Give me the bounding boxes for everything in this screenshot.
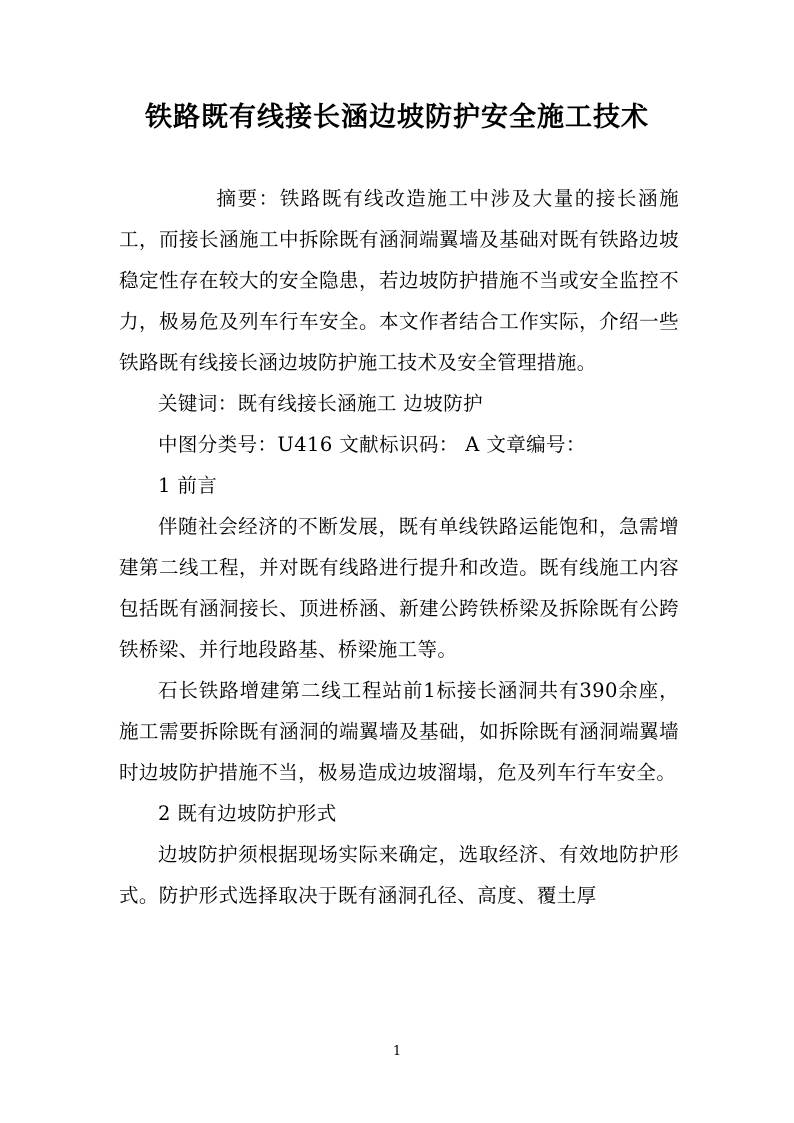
page-number: 1 — [392, 1044, 402, 1059]
abstract-paragraph: 摘要：铁路既有线改造施工中涉及大量的接长涵施工，而接长涵施工中拆除既有涵洞端翼墙及基础对既有铁路边坡稳定性存在较大的安全隐患，若边坡防护措施不当或安全监控不力，极易危及列车行车安全。本文作者结合工作实际，介绍一些铁路既有线接长涵边坡防护施工技术及安全管理措施。 — [119, 187, 679, 374]
body-paragraph: 边坡防护须根据现场实际来确定，选取经济、有效地防护形式。防护形式选择取决于既有涵洞孔径、高度、覆土厚 — [119, 843, 679, 907]
section-heading-slope-protection: 2 既有边坡防护形式 — [158, 802, 337, 825]
body-paragraph: 伴随社会经济的不断发展，既有单线铁路运能饱和，急需增建第二线工程，并对既有线路进行提升和改造。既有线施工内容包括既有涵洞接长、顶进桥涵、新建公跨铁桥梁及拆除既有公跨铁桥梁、并行地段路基、桥梁施工等。 — [119, 515, 679, 661]
classification-paragraph: 中图分类号：U416 文献标识码： A 文章编号： — [158, 433, 586, 456]
body-paragraph: 石长铁路增建第二线工程站前1标接长涵洞共有390余座，施工需要拆除既有涵洞的端翼墙及基础，如拆除既有涵洞端翼墙时边坡防护措施不当，极易造成边坡溜塌，危及列车行车安全。 — [119, 679, 679, 784]
document-body — [119, 178, 679, 916]
document-title: 铁路既有线接长涵边坡防护安全施工技术 — [145, 102, 649, 133]
section-heading-introduction: 1 前言 — [158, 474, 218, 497]
keywords-paragraph: 关键词：既有线接长涵施工 边坡防护 — [158, 392, 483, 415]
